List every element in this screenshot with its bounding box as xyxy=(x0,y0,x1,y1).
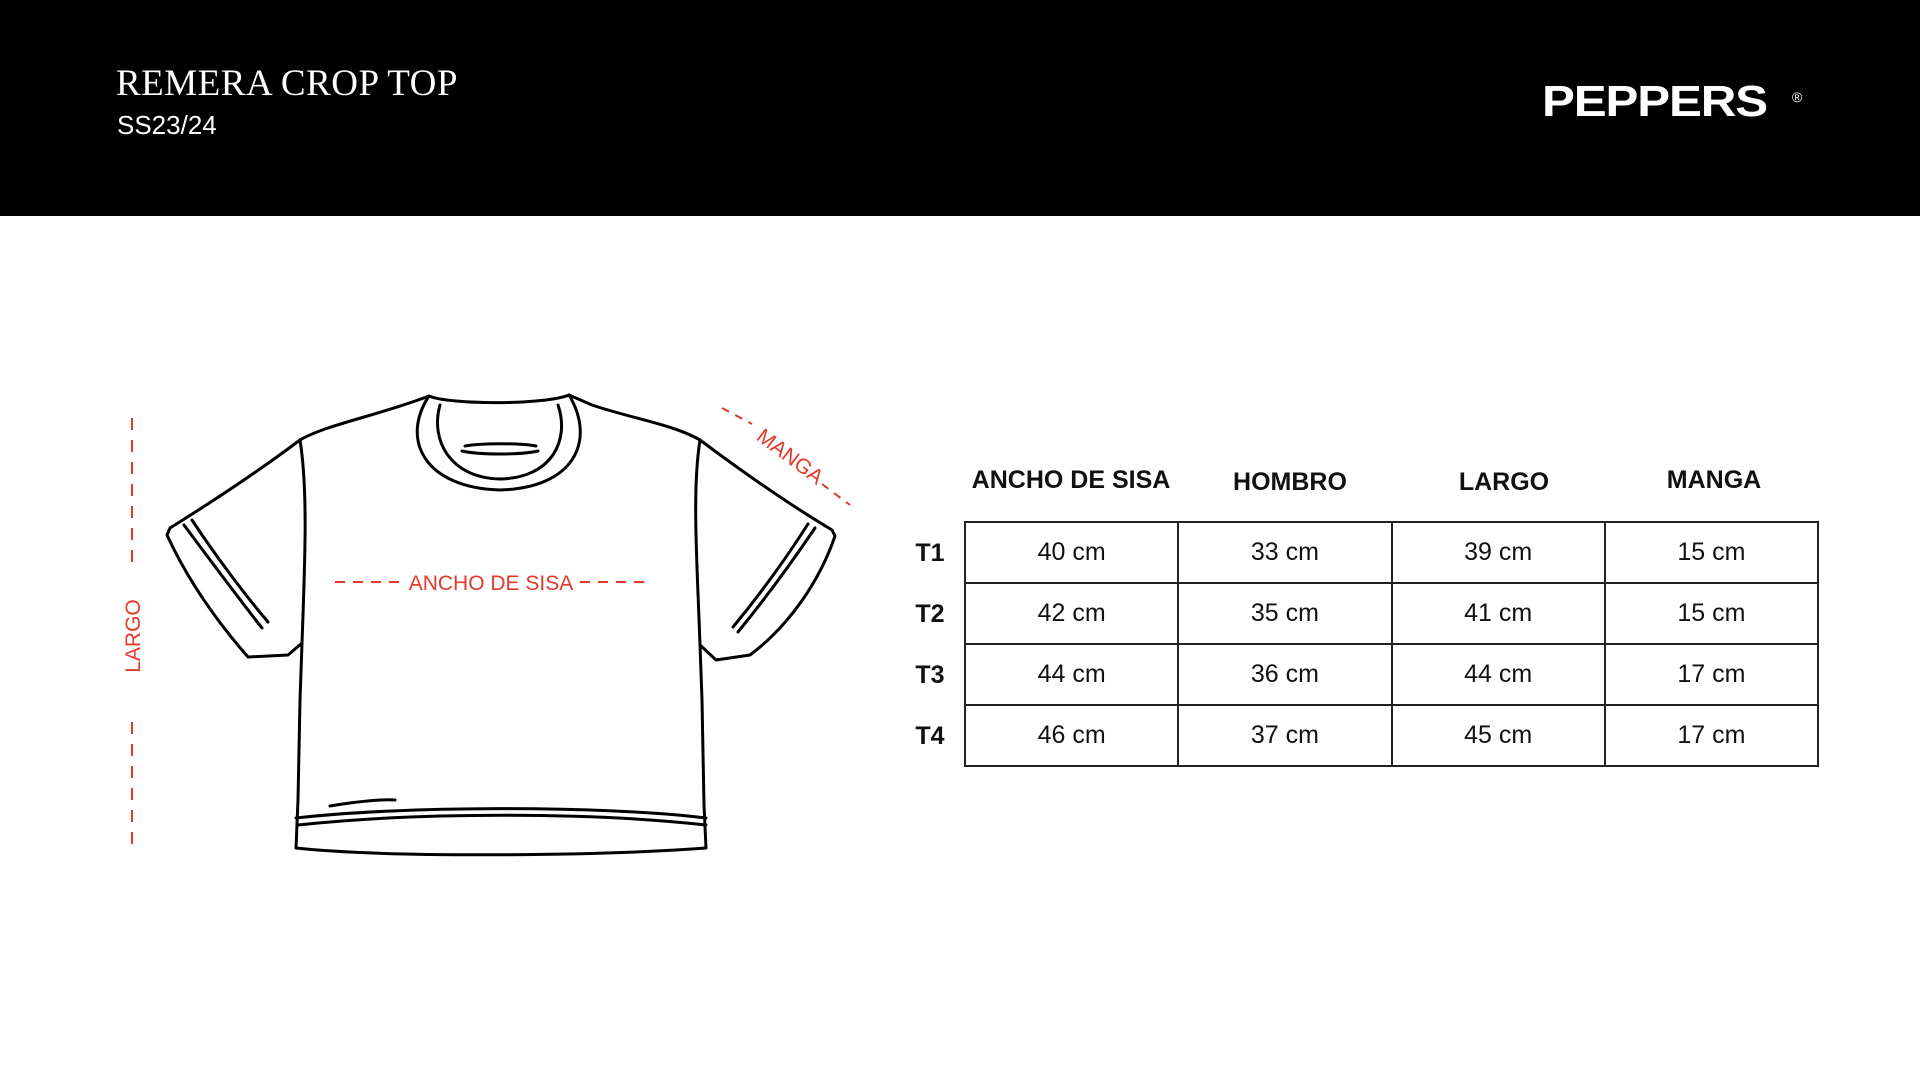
column-header-ancho-de-sisa: ANCHO DE SISA xyxy=(971,466,1171,494)
table-cell: 17 cm xyxy=(1605,705,1818,766)
ancho-de-sisa-label: ANCHO DE SISA xyxy=(408,572,574,595)
table-cell: 33 cm xyxy=(1178,522,1391,583)
table-row xyxy=(965,583,1818,644)
row-header-t4: T4 xyxy=(915,722,945,750)
table-cell: 35 cm xyxy=(1178,583,1391,644)
table-cell: 41 cm xyxy=(1392,583,1605,644)
product-title: REMERA CROP TOP xyxy=(116,63,458,104)
column-header-largo: LARGO xyxy=(1458,468,1550,496)
row-header-t3: T3 xyxy=(915,661,945,689)
manga-measure-line-end xyxy=(822,484,850,505)
manga-measure-line-start xyxy=(722,408,752,424)
manga-label: MANGA xyxy=(752,424,828,490)
tshirt-diagram xyxy=(0,216,900,1080)
table-cell: 15 cm xyxy=(1605,583,1818,644)
table-cell: 44 cm xyxy=(1392,644,1605,705)
table-row xyxy=(965,644,1818,705)
size-table xyxy=(964,521,1819,767)
column-header-hombro: HOMBRO xyxy=(1233,468,1347,496)
largo-label: LARGO xyxy=(122,599,145,673)
table-cell: 42 cm xyxy=(965,583,1178,644)
table-cell: 40 cm xyxy=(965,522,1178,583)
table-cell: 17 cm xyxy=(1605,644,1818,705)
table-cell: 36 cm xyxy=(1178,644,1391,705)
table-cell: 37 cm xyxy=(1178,705,1391,766)
season-label: SS23/24 xyxy=(117,110,217,140)
column-header-manga: MANGA xyxy=(1666,466,1762,494)
table-cell: 46 cm xyxy=(965,705,1178,766)
measure-lines xyxy=(132,408,850,852)
brand-logo: PEPPERS xyxy=(1542,77,1767,126)
table-row xyxy=(965,705,1818,766)
header-bar xyxy=(0,0,1920,216)
table-cell: 45 cm xyxy=(1392,705,1605,766)
table-row xyxy=(965,522,1818,583)
table-cell: 44 cm xyxy=(965,644,1178,705)
tshirt-illustration xyxy=(167,395,835,855)
row-header-t2: T2 xyxy=(915,600,945,628)
row-header-t1: T1 xyxy=(915,539,945,567)
table-cell: 15 cm xyxy=(1605,522,1818,583)
table-cell: 39 cm xyxy=(1392,522,1605,583)
registered-mark: ® xyxy=(1792,89,1803,105)
